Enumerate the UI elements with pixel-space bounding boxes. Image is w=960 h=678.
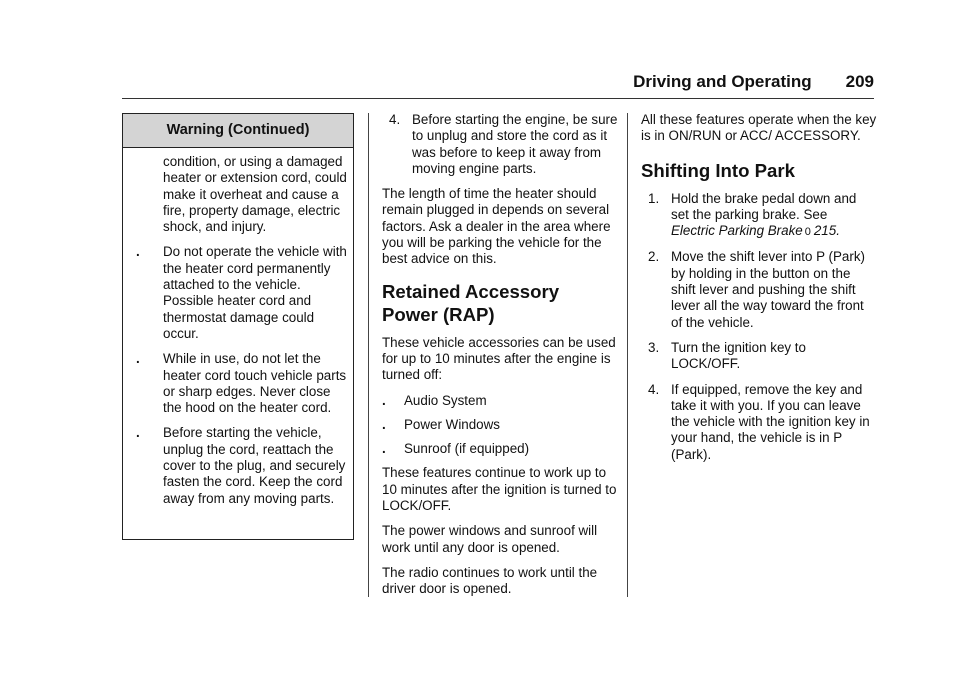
step-text: Before starting the engine, be sure to unplug and store the cord as it was before to keep it away from moving engine parts. [412, 112, 618, 176]
step-number: 2. [648, 249, 660, 265]
bullet-glyph: . [382, 392, 386, 408]
step-number: 1. [648, 190, 660, 206]
rap-item [382, 441, 618, 457]
rap-heading [382, 280, 618, 326]
section-title: Driving and Operating [633, 72, 812, 91]
warning-bullet [133, 351, 347, 416]
park-step-4 [641, 382, 877, 463]
bullet-glyph: . [382, 416, 386, 432]
warning-title: Warning (Continued) [123, 114, 353, 148]
step-text: Hold the brake pedal down and set the parking brake. See [671, 190, 857, 222]
heater-paragraph: The length of time the heater should remain plugged in depends on several factors. Ask a dealer in the area where you will be parking the vehicle for the best advice on this. [382, 186, 611, 267]
warning-bullet-text: Do not operate the vehicle with the heater cord permanently attached to the vehicle. Possible heater cord and thermostat damage could occur. [163, 244, 347, 341]
warning-box [122, 113, 354, 540]
step-text: Turn the ignition key to LOCK/OFF. [671, 339, 806, 372]
rap-item [382, 417, 618, 433]
step-number: 4. [389, 112, 401, 127]
rap-paragraph-2: The power windows and sunroof will work until any door is opened. [382, 523, 598, 555]
rap-item [382, 393, 618, 409]
park-step-2 [641, 249, 877, 330]
park-step-1: 1. Hold the brake pedal down and set the parking brake. See Electric Parking Brake 0 215. [641, 191, 877, 241]
step-text: If equipped, remove the key and take it with you. If you can leave the vehicle with the ignition key in your hand, the vehicle is in P (Park). [671, 381, 870, 462]
step-number: 3. [648, 339, 660, 355]
column-divider-1 [368, 113, 369, 597]
warning-bullet [133, 425, 347, 506]
page-number: 209 [845, 72, 874, 91]
page-header [122, 72, 874, 94]
rap-intro: These vehicle accessories can be used for up to 10 minutes after the engine is turned off: [382, 334, 616, 383]
bullet-glyph: . [136, 244, 140, 260]
rap-heading-line-1: Retained Accessory [382, 280, 560, 302]
rap-paragraph-3: The radio continues to work until the driver door is opened. [382, 564, 598, 597]
rap-item-text: Sunroof (if equipped) [404, 441, 530, 457]
rap-item-text: Audio System [404, 392, 487, 408]
cross-reference-link[interactable]: Electric Parking Brake [671, 223, 803, 239]
column-2 [382, 112, 618, 607]
warning-continued-text: condition, or using a damaged heater or extension cord, could make it overheat and cause a fire, property damage, electric shock, and injury. [163, 154, 347, 235]
bullet-glyph: . [136, 425, 140, 441]
warning-body [123, 148, 353, 507]
header-rule [122, 98, 874, 99]
step-text: Move the shift lever into P (Park) by holding in the button on the shift lever and pushing the shift lever all the way toward the front of the vehicle. [671, 249, 865, 330]
page-reference-icon: 0 [804, 226, 811, 239]
rap-item-text: Power Windows [404, 416, 500, 432]
features-intro: All these features operate when the key is in ON/RUN or ACC/ ACCESSORY. [641, 112, 877, 144]
warning-bullet [133, 244, 347, 342]
shifting-heading: Shifting Into Park [641, 159, 795, 181]
column-3 [641, 112, 877, 472]
step-number: 4. [648, 381, 660, 397]
warning-bullet-text: While in use, do not let the heater cord touch vehicle parts or sharp edges. Never close the hood on the heater cord. [163, 351, 347, 416]
bullet-glyph: . [382, 441, 386, 457]
step-4-engine [382, 112, 618, 177]
column-divider-2 [627, 113, 628, 597]
bullet-glyph: . [136, 351, 140, 367]
park-step-3 [641, 340, 877, 373]
rap-paragraph-1: These features continue to work up to 10 minutes after the ignition is turned to LOCK/OFF. [382, 465, 617, 514]
reference-page[interactable]: 215 [813, 223, 837, 239]
warning-bullet-text: Before starting the vehicle, unplug the cord, reattach the cover to the plug, and securely fasten the cord. Keep the cord away from any moving parts. [163, 425, 346, 506]
rap-heading-line-2: Power (RAP) [382, 303, 495, 325]
